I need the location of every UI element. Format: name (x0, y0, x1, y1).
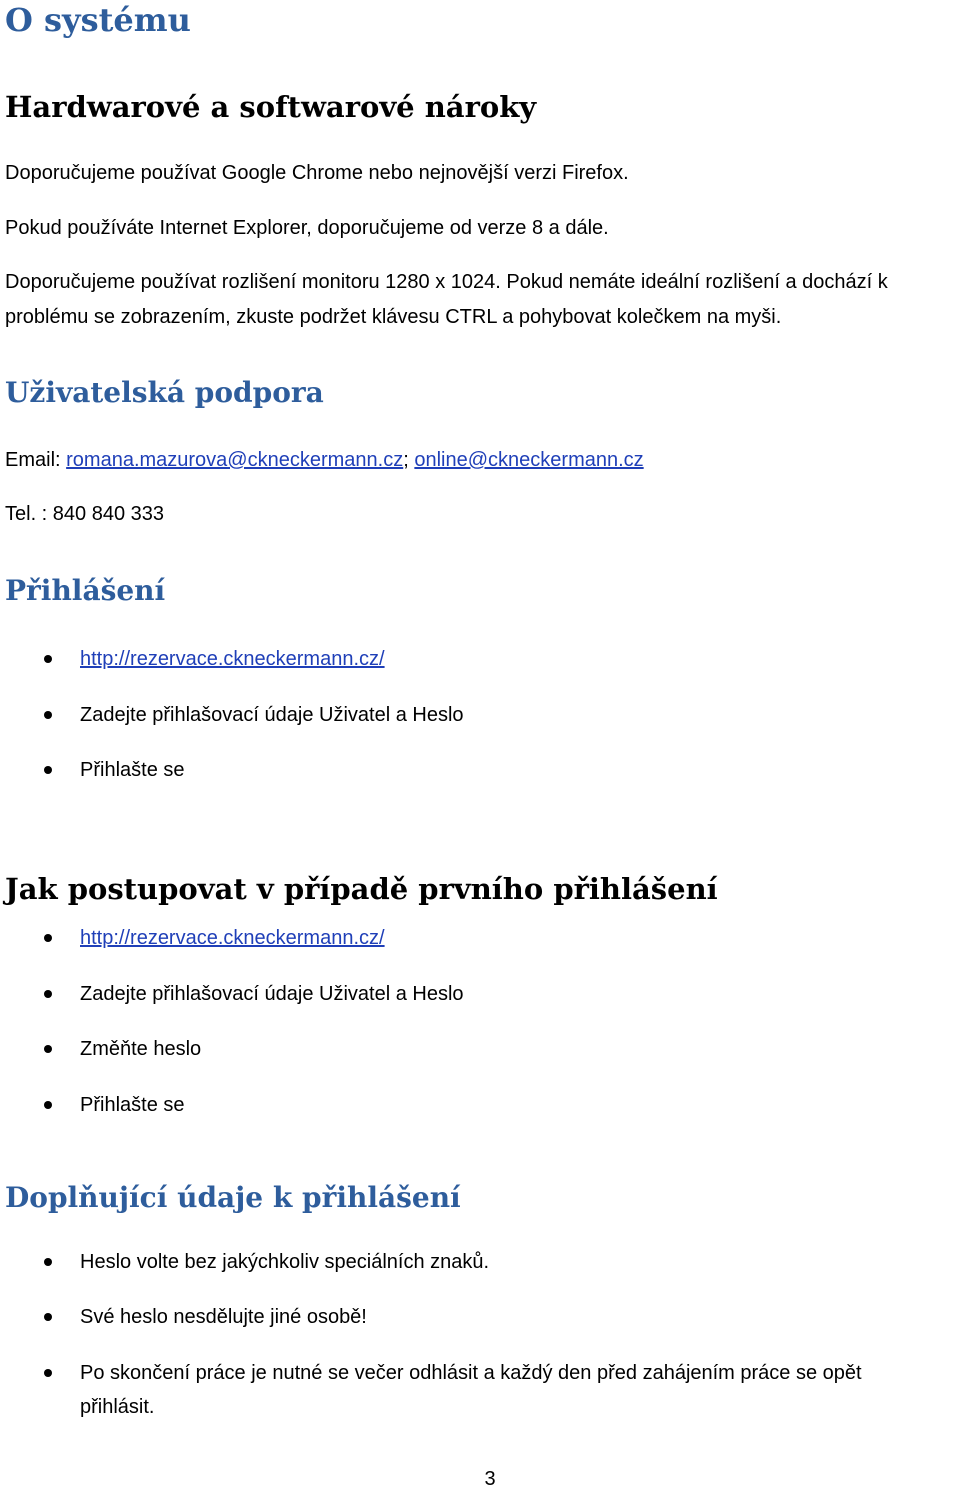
page-title: O systému (5, 1, 191, 39)
paragraph-browser: Doporučujeme používat Google Chrome nebo nejnovější verzi Firefox. (5, 162, 629, 184)
paragraph-resolution-line1: Doporučujeme používat rozlišení monitoru 1280 x 1024. Pokud nemáte ideální rozlišení a dochází k (5, 271, 888, 293)
email-label: Email: (5, 449, 67, 471)
login-url-link[interactable]: http://rezervace.ckneckermann.cz/ (80, 648, 385, 670)
email-link-online[interactable]: online@ckneckermann.cz (414, 449, 644, 471)
first-login-step-signin: Přihlašte se (80, 1094, 185, 1116)
bullet-icon (44, 1369, 52, 1377)
bullet-icon (44, 655, 52, 663)
first-login-step-credentials: Zadejte přihlašovací údaje Uživatel a Heslo (80, 983, 464, 1005)
page-number: 3 (484, 1468, 496, 1490)
extra-item-password-chars: Heslo volte bez jakýchkoliv speciálních znaků. (80, 1251, 490, 1273)
bullet-icon (44, 990, 52, 998)
bullet-icon (44, 766, 52, 774)
bullet-icon (44, 1313, 52, 1321)
first-login-url-link[interactable]: http://rezervace.ckneckermann.cz/ (80, 927, 385, 949)
section-heading-first-login: Jak postupovat v případě prvního přihlášení (5, 872, 718, 906)
bullet-icon (44, 1101, 52, 1109)
extra-item-logout-line1: Po skončení práce je nutné se večer odhlásit a každý den před zahájením práce se opět (80, 1362, 862, 1384)
section-heading-support: Uživatelská podpora (5, 376, 324, 409)
support-phone: Tel. : 840 840 333 (5, 503, 165, 525)
email-link-romana[interactable]: romana.mazurova@ckneckermann.cz (66, 449, 404, 471)
bullet-icon (44, 934, 52, 942)
section-heading-extra: Doplňující údaje k přihlášení (5, 1181, 461, 1214)
bullet-icon (44, 1045, 52, 1053)
bullet-icon (44, 1258, 52, 1266)
support-email-line (5, 447, 644, 473)
first-login-step-change-password: Změňte heslo (80, 1038, 202, 1060)
email-separator: ; (403, 449, 415, 471)
login-step-credentials: Zadejte přihlašovací údaje Uživatel a Heslo (80, 704, 464, 726)
extra-item-password-secret: Své heslo nesdělujte jiné osobě! (80, 1306, 367, 1328)
section-heading-login: Přihlášení (5, 574, 166, 607)
section-heading-hardware: Hardwarové a softwarové nároky (5, 90, 537, 124)
login-step-signin: Přihlašte se (80, 759, 185, 781)
paragraph-ie: Pokud používáte Internet Explorer, doporučujeme od verze 8 a dále. (5, 217, 609, 239)
bullet-icon (44, 711, 52, 719)
paragraph-resolution-line2: problému se zobrazením, zkuste podržet klávesu CTRL a pohybovat kolečkem na myši. (5, 306, 782, 328)
extra-item-logout-line2: přihlásit. (80, 1396, 155, 1418)
